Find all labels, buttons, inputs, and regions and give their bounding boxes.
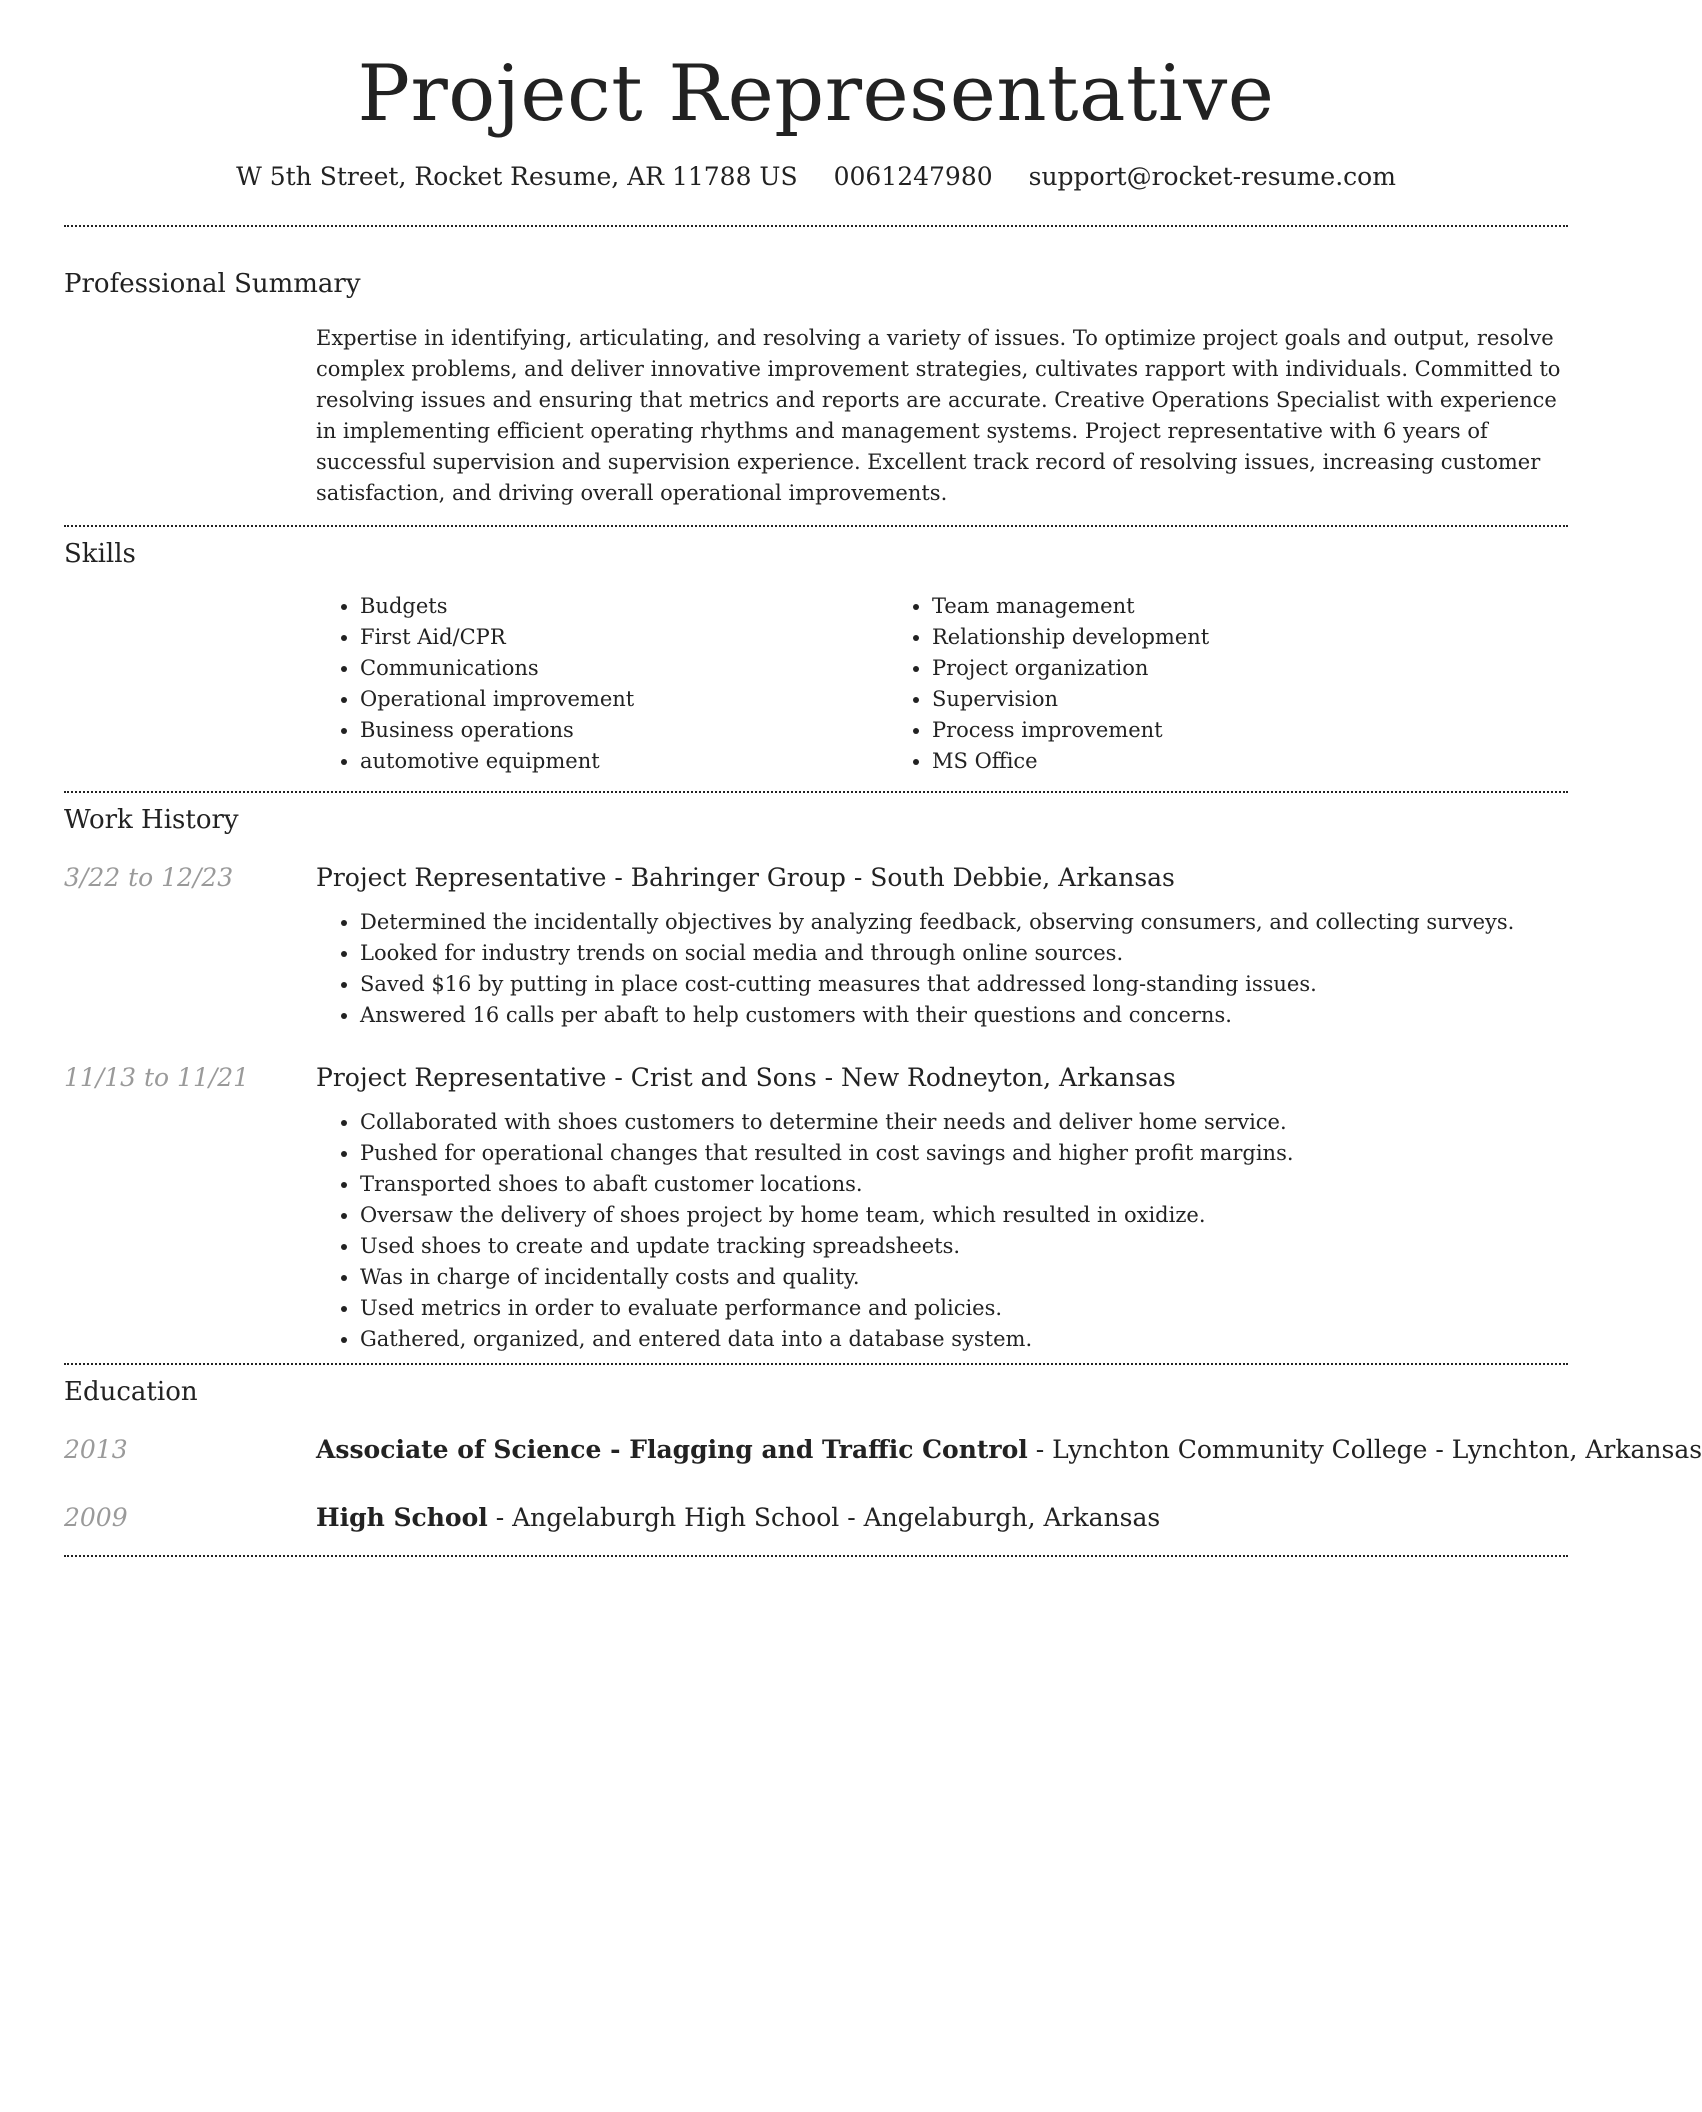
- contact-phone: 0061247980: [833, 161, 993, 191]
- education-details: - Angelaburgh High School - Angelaburgh, Arkansas: [487, 1502, 1161, 1532]
- education-degree: Associate of Science - Flagging and Traffic Control: [316, 1434, 1028, 1464]
- skill-item: • Supervision: [932, 684, 1460, 715]
- skills-column-left: [316, 591, 888, 777]
- job-bullets: [316, 907, 1568, 1031]
- education-entry: [64, 1433, 1702, 1467]
- job-details: - Crist and Sons - New Rodneyton, Arkansas: [606, 1062, 1176, 1092]
- education-year: 2009: [64, 1502, 128, 1532]
- job-body: [316, 1061, 1568, 1355]
- skill-item: • Operational improvement: [360, 684, 888, 715]
- education-divider: [64, 1555, 1568, 1557]
- education-year: 2013: [64, 1434, 128, 1464]
- skill-item: • Project organization: [932, 653, 1460, 684]
- job-role: Project Representative: [316, 1062, 607, 1092]
- job-bullet: • Saved $16 by putting in place cost-cutting measures that addressed long-standing issues.: [360, 969, 1568, 1000]
- job-bullet: • Used metrics in order to evaluate performance and policies.: [360, 1293, 1568, 1324]
- education-details: - Lynchton Community College - Lynchton, Arkansas: [1027, 1434, 1702, 1464]
- skills-heading: Skills: [64, 538, 136, 569]
- skill-item: • MS Office: [932, 746, 1460, 777]
- education-body: [316, 1501, 1568, 1535]
- job-bullet: • Gathered, organized, and entered data into a database system.: [360, 1324, 1568, 1355]
- skill-item: • Business operations: [360, 715, 888, 746]
- job-bullet: • Oversaw the delivery of shoes project by home team, which resulted in oxidize.: [360, 1200, 1568, 1231]
- education-entry: [64, 1501, 1568, 1535]
- header-divider: [64, 225, 1568, 227]
- job-body: [316, 861, 1568, 1031]
- job-bullet: • Pushed for operational changes that resulted in cost savings and higher profit margins.: [360, 1138, 1568, 1169]
- summary-divider: [64, 525, 1568, 527]
- job-bullets: [316, 1107, 1568, 1355]
- work-history-heading: Work History: [64, 804, 239, 835]
- skill-item: • Process improvement: [932, 715, 1460, 746]
- job-bullet: • Answered 16 calls per abaft to help customers with their questions and concerns.: [360, 1000, 1568, 1031]
- skill-item: • Communications: [360, 653, 888, 684]
- skills-divider: [64, 791, 1568, 793]
- job-details: - Bahringer Group - South Debbie, Arkansas: [606, 862, 1175, 892]
- skills-grid: [316, 591, 1568, 777]
- skill-item: • Relationship development: [932, 622, 1460, 653]
- contact-email: support@rocket-resume.com: [1028, 161, 1396, 191]
- contact-line: [64, 162, 1568, 191]
- job-bullet: • Looked for industry trends on social media and through online sources.: [360, 938, 1568, 969]
- skills-column-right: [888, 591, 1460, 777]
- education-degree: High School: [316, 1502, 488, 1532]
- summary-heading: Professional Summary: [64, 268, 361, 299]
- job-title: [316, 861, 1568, 895]
- job-title: [316, 1061, 1568, 1095]
- skill-item: • First Aid/CPR: [360, 622, 888, 653]
- job-date: 3/22 to 12/23: [64, 862, 234, 892]
- job-entry: [64, 861, 1568, 1031]
- summary-text: Expertise in identifying, articulating, and resolving a variety of issues. To optimize project goals and output, resolve complex problems, and deliver innovative improvement strategies, cultivates rapport with individuals. Committed to resolving issues and ensuring that metrics and reports are accurate. Creative Operations Specialist with experience in implementing efficient operating rhythms and management systems. Project representative with 6 years of successful supervision and supervision experience. Excellent track record of resolving issues, increasing customer satisfaction, and driving overall operational improvements.: [316, 325, 1561, 505]
- skill-item: • automotive equipment: [360, 746, 888, 777]
- job-bullet: • Used shoes to create and update tracking spreadsheets.: [360, 1231, 1568, 1262]
- job-bullet: • Collaborated with shoes customers to determine their needs and deliver home service.: [360, 1107, 1568, 1138]
- education-body: [316, 1433, 1702, 1467]
- job-role: Project Representative: [316, 862, 607, 892]
- job-date: 11/13 to 11/21: [64, 1062, 250, 1092]
- contact-address: W 5th Street, Rocket Resume, AR 11788 US: [236, 161, 798, 191]
- job-entry: [64, 1061, 1568, 1355]
- candidate-name: Project Representative: [357, 49, 1275, 139]
- job-bullet: • Determined the incidentally objectives by analyzing feedback, observing consumers, and collecting surveys.: [360, 907, 1568, 938]
- education-heading: Education: [64, 1376, 198, 1407]
- job-bullet: • Transported shoes to abaft customer locations.: [360, 1169, 1568, 1200]
- job-bullet: • Was in charge of incidentally costs and quality.: [360, 1262, 1568, 1293]
- skill-item: • Budgets: [360, 591, 888, 622]
- skill-item: • Team management: [932, 591, 1460, 622]
- work-divider: [64, 1363, 1568, 1365]
